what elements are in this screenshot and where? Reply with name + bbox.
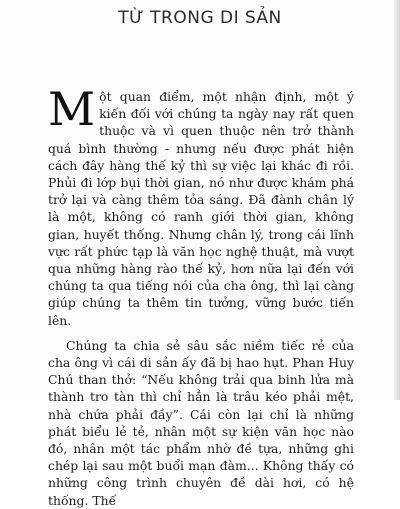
paragraph-2: Chúng ta chia sẻ sâu sắc niềm tiếc rẻ của cha ông vì cái di sản ấy đã bị hao hụt. Phan Huy Chú than thở: “Nếu không trải qua binh lửa mà thành tro tàn thì chỉ hẳn là trâu kéo phải mệt, nhà chứa phải đầy”. Cái còn lại chỉ là những phát biểu lẻ tẻ, nhân một sự kiện văn học nào đó, nhân một tác phẩm nhờ đề tựa, những ghi chép lại sau một buổi mạn đàm... Không thấy có những công trình chuyên đề dài hơi, có hệ thống. Thế [48,337,354,508]
paragraph-1-text: ột quan điểm, một nhận định, một ý kiến đối với chúng ta ngày nay rất quen thuộc và vì quen thuộc nên trở thành quá bình thường - nhưng nếu được phát hiện cách đây hàng thế kỷ thì sự việc lại khác đi rồi. Phủi đi lớp bụi thời gian, nó như được khám phá trở lại và càng thêm tỏa sáng. Đã đành chân lý là một, không có ranh giới thời gian, không gian, huyết thống. Nhưng chân lý, trong cái lĩnh vực rất phức tạp là văn học nghệ thuật, mà vượt qua những hàng rào thế kỷ, hơn nữa lại đến với chúng ta qua tiếng nói của cha ông, thì lại càng giúp chúng ta thêm tin tưởng, vững bước tiến lên. [48,89,354,328]
body-text [48,82,354,509]
chapter-title: TỪ TRONG DI SẢN [118,8,282,28]
paragraph-1 [48,82,354,329]
drop-cap: M [48,82,96,136]
page-edge [394,0,400,400]
